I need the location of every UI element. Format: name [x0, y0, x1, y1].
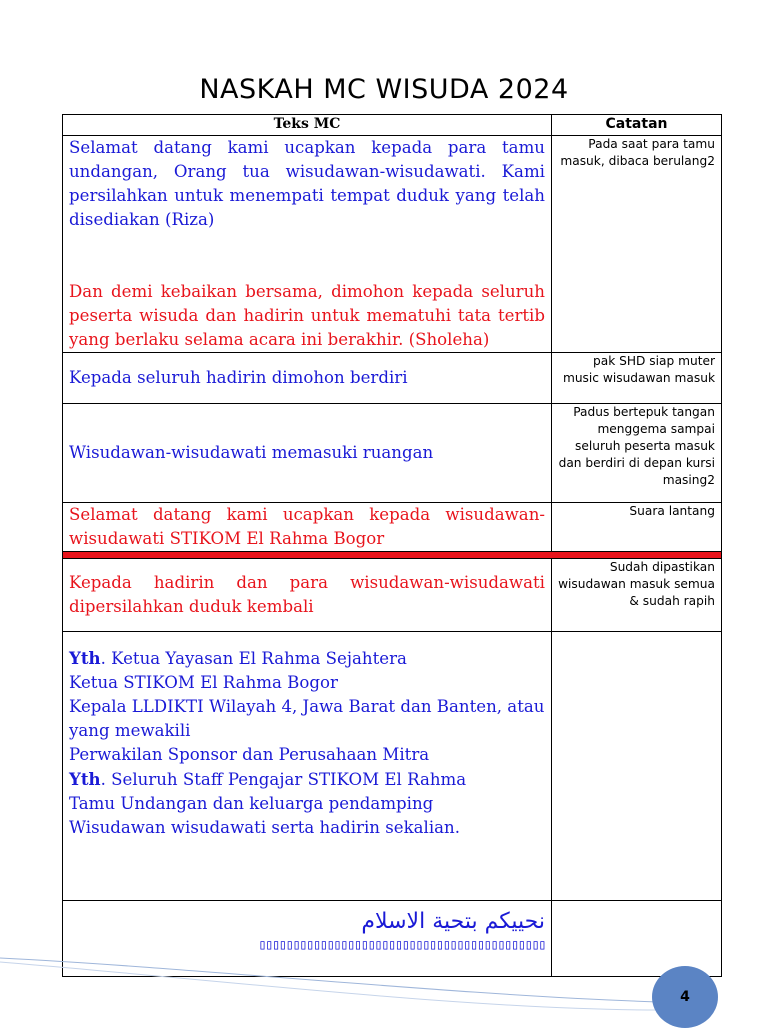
greeting-line-bold: Yth	[69, 648, 101, 668]
script-cell	[63, 136, 552, 353]
note-cell	[552, 559, 722, 632]
greeting-line-bold: Yth	[69, 769, 101, 789]
welcome-graduates-text: Selamat datang kami ucapkan kepada wisudawan-wisudawati STIKOM El Rahma Bogor	[69, 505, 545, 548]
welcome-guests-text: Selamat datang kami ucapkan kepada para tamu undangan, Orang tua wisudawan-wisudawati. Kami persilahkan untuk menempati tempat duduk yang telah disediakan (Riza)	[69, 138, 545, 229]
table-row	[63, 632, 722, 901]
script-cell	[63, 353, 552, 404]
greeting-line	[69, 743, 545, 767]
graduates-enter-text: Wisudawan-wisudawati memasuki ruangan	[69, 443, 434, 462]
greeting-line-text: . Ketua Yayasan El Rahma Sejahtera	[100, 649, 407, 668]
sit-down-text: Kepada hadirin dan para wisudawan-wisudawati dipersilahkan duduk kembali	[69, 573, 545, 616]
script-cell	[63, 632, 552, 901]
greeting-line-text: Tamu Undangan dan keluarga pendamping	[69, 794, 434, 813]
greeting-line	[69, 792, 545, 816]
note-cell	[552, 503, 722, 552]
stand-up-text: Kepada seluruh hadirin dimohon berdiri	[69, 368, 408, 387]
greeting-line	[69, 671, 545, 695]
greeting-line-text: . Seluruh Staff Pengajar STIKOM El Rahma	[100, 770, 467, 789]
mc-script-table	[62, 114, 722, 977]
missing-glyph-line: ▯▯▯▯▯▯▯▯▯▯▯▯▯▯▯▯▯▯▯▯▯▯▯▯▯▯▯▯▯▯▯▯▯▯▯▯▯▯▯▯▯▯	[258, 937, 545, 953]
script-cell	[63, 559, 552, 632]
table-row	[63, 404, 722, 503]
header-teks-mc: Teks MC	[63, 115, 552, 136]
decorative-lines	[0, 940, 768, 1024]
note-cell	[552, 136, 722, 353]
greeting-line-text: Kepala LLDIKTI Wilayah 4, Jawa Barat dan Banten, atau yang mewakili	[69, 697, 545, 740]
greeting-line-text: Perwakilan Sponsor dan Perusahaan Mitra	[69, 745, 430, 764]
greeting-line-text: Ketua STIKOM El Rahma Bogor	[69, 673, 338, 692]
note-cell	[552, 353, 722, 404]
greeting-line	[69, 695, 545, 743]
table-row	[63, 353, 722, 404]
script-cell	[63, 404, 552, 503]
table-row	[63, 136, 722, 353]
greeting-line	[69, 646, 545, 671]
note-text: Pada saat para tamu masuk, dibaca berulang2	[560, 137, 715, 168]
arabic-greeting: نحييكم بتحية الاسلام	[361, 909, 545, 934]
page-number-badge: 4	[652, 966, 718, 1028]
greeting-line	[69, 767, 545, 792]
red-divider-bar	[63, 552, 722, 559]
rules-text: Dan demi kebaikan bersama, dimohon kepada seluruh peserta wisuda dan hadirin untuk mematuhi tata tertib yang berlaku selama acara ini berakhir. (Sholeha)	[69, 282, 545, 349]
note-text: pak SHD siap muter music wisudawan masuk	[562, 354, 715, 385]
note-cell	[552, 404, 722, 503]
note-text: Suara lantang	[629, 504, 715, 518]
script-cell	[63, 503, 552, 552]
greeting-line-text: Wisudawan wisudawati serta hadirin sekalian.	[69, 818, 460, 837]
note-cell	[552, 632, 722, 901]
greeting-list	[63, 632, 551, 840]
table-row	[63, 503, 722, 552]
document-title: NASKAH MC WISUDA 2024	[199, 74, 569, 105]
header-catatan: Catatan	[552, 115, 722, 136]
note-text: Sudah dipastikan wisudawan masuk semua & sudah rapih	[558, 560, 715, 608]
table-header-row	[63, 115, 722, 136]
greeting-line	[69, 816, 545, 840]
table-row	[63, 559, 722, 632]
note-text: Padus bertepuk tangan menggema sampai seluruh peserta masuk dan berdiri di depan kursi masing2	[558, 405, 715, 487]
